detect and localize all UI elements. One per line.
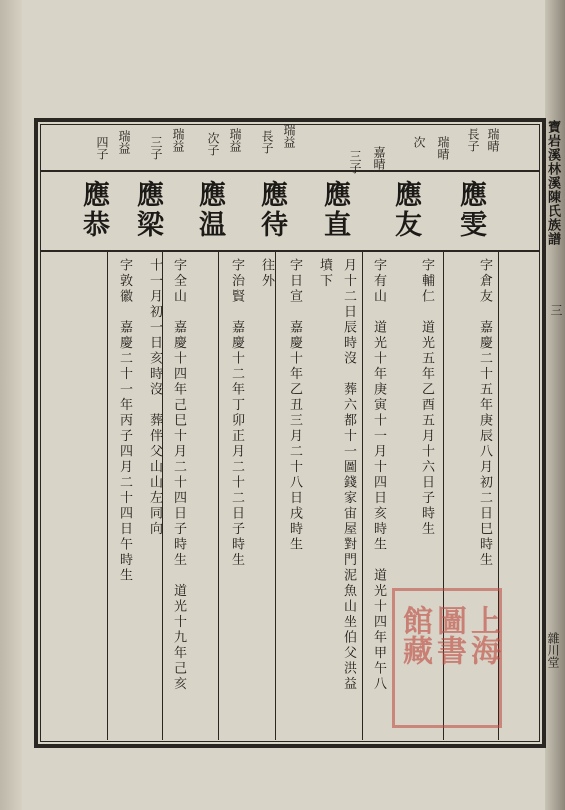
father-name: 瑞益 <box>171 128 185 152</box>
column-divider <box>275 250 276 740</box>
person-name: 應友 <box>390 180 421 240</box>
library-seal <box>392 588 502 728</box>
person-name: 應待 <box>256 180 287 240</box>
person-name: 應雯 <box>455 180 486 240</box>
entry-line: 月十二日辰時沒 葬六都十一圖錢家宙屋對門泥魚山坐伯父洪益 <box>341 258 356 692</box>
seal-text: 圖書 <box>431 605 466 665</box>
entry-line: 字治賢 嘉慶十二年丁卯正月二十二日子時生 <box>229 258 244 568</box>
father-name: 瑞晴 <box>436 136 450 160</box>
hall-name: 雜川堂 <box>546 632 560 668</box>
column-divider <box>107 250 108 740</box>
column-divider <box>162 250 163 740</box>
son-order: 次子 <box>206 132 220 156</box>
person-name: 應温 <box>194 180 225 240</box>
entry-line: 十一月初一日亥時沒 葬伴父山山左同向 <box>147 258 162 537</box>
son-order: 三子 <box>149 136 163 160</box>
entry-line: 字全山 嘉慶十四年己巳十月二十四日子時生 道光十九年己亥 <box>171 258 186 692</box>
father-name: 瑞益 <box>228 128 242 152</box>
seal-text: 上海 <box>465 605 500 665</box>
seal-text: 館藏 <box>397 605 432 665</box>
father-name: 嘉晴 <box>372 146 386 170</box>
person-name: 應直 <box>319 180 350 240</box>
entry-line: 字輔仁 道光五年乙酉五月十六日子時生 <box>419 258 434 537</box>
person-name: 應恭 <box>78 180 109 240</box>
entry-line: 字敦徽 嘉慶二十一年丙子四月二十四日午時生 <box>117 258 132 584</box>
book-title: 寶岩溪林溪陳氏族譜 <box>545 120 560 246</box>
son-order: 次 <box>412 136 426 148</box>
son-order: 四子 <box>95 136 109 160</box>
son-order: 長子 <box>260 130 274 154</box>
relation-rule <box>40 170 540 172</box>
father-name: 瑞晴 <box>486 128 500 152</box>
entry-line: 往外 <box>259 258 274 289</box>
column-divider <box>218 250 219 740</box>
left-page-edge <box>0 0 22 810</box>
book-section: 三 <box>549 304 563 316</box>
entry-line: 墳下 <box>317 258 332 289</box>
entry-line: 字日宣 嘉慶十年乙丑三月二十八日戌時生 <box>287 258 302 553</box>
son-order: 長子 <box>466 128 480 152</box>
son-order: 三子 <box>348 150 362 174</box>
name-rule <box>40 250 540 252</box>
father-name: 瑞益 <box>117 130 131 154</box>
person-name: 應梁 <box>132 180 163 240</box>
entry-line: 字倉友 嘉慶二十五年庚辰八月初二日巳時生 <box>477 258 492 568</box>
column-divider <box>362 250 363 740</box>
father-name: 瑞益 <box>282 124 296 148</box>
entry-line: 字有山 道光十年庚寅十一月十四日亥時生 道光十四年甲午八 <box>371 258 386 692</box>
